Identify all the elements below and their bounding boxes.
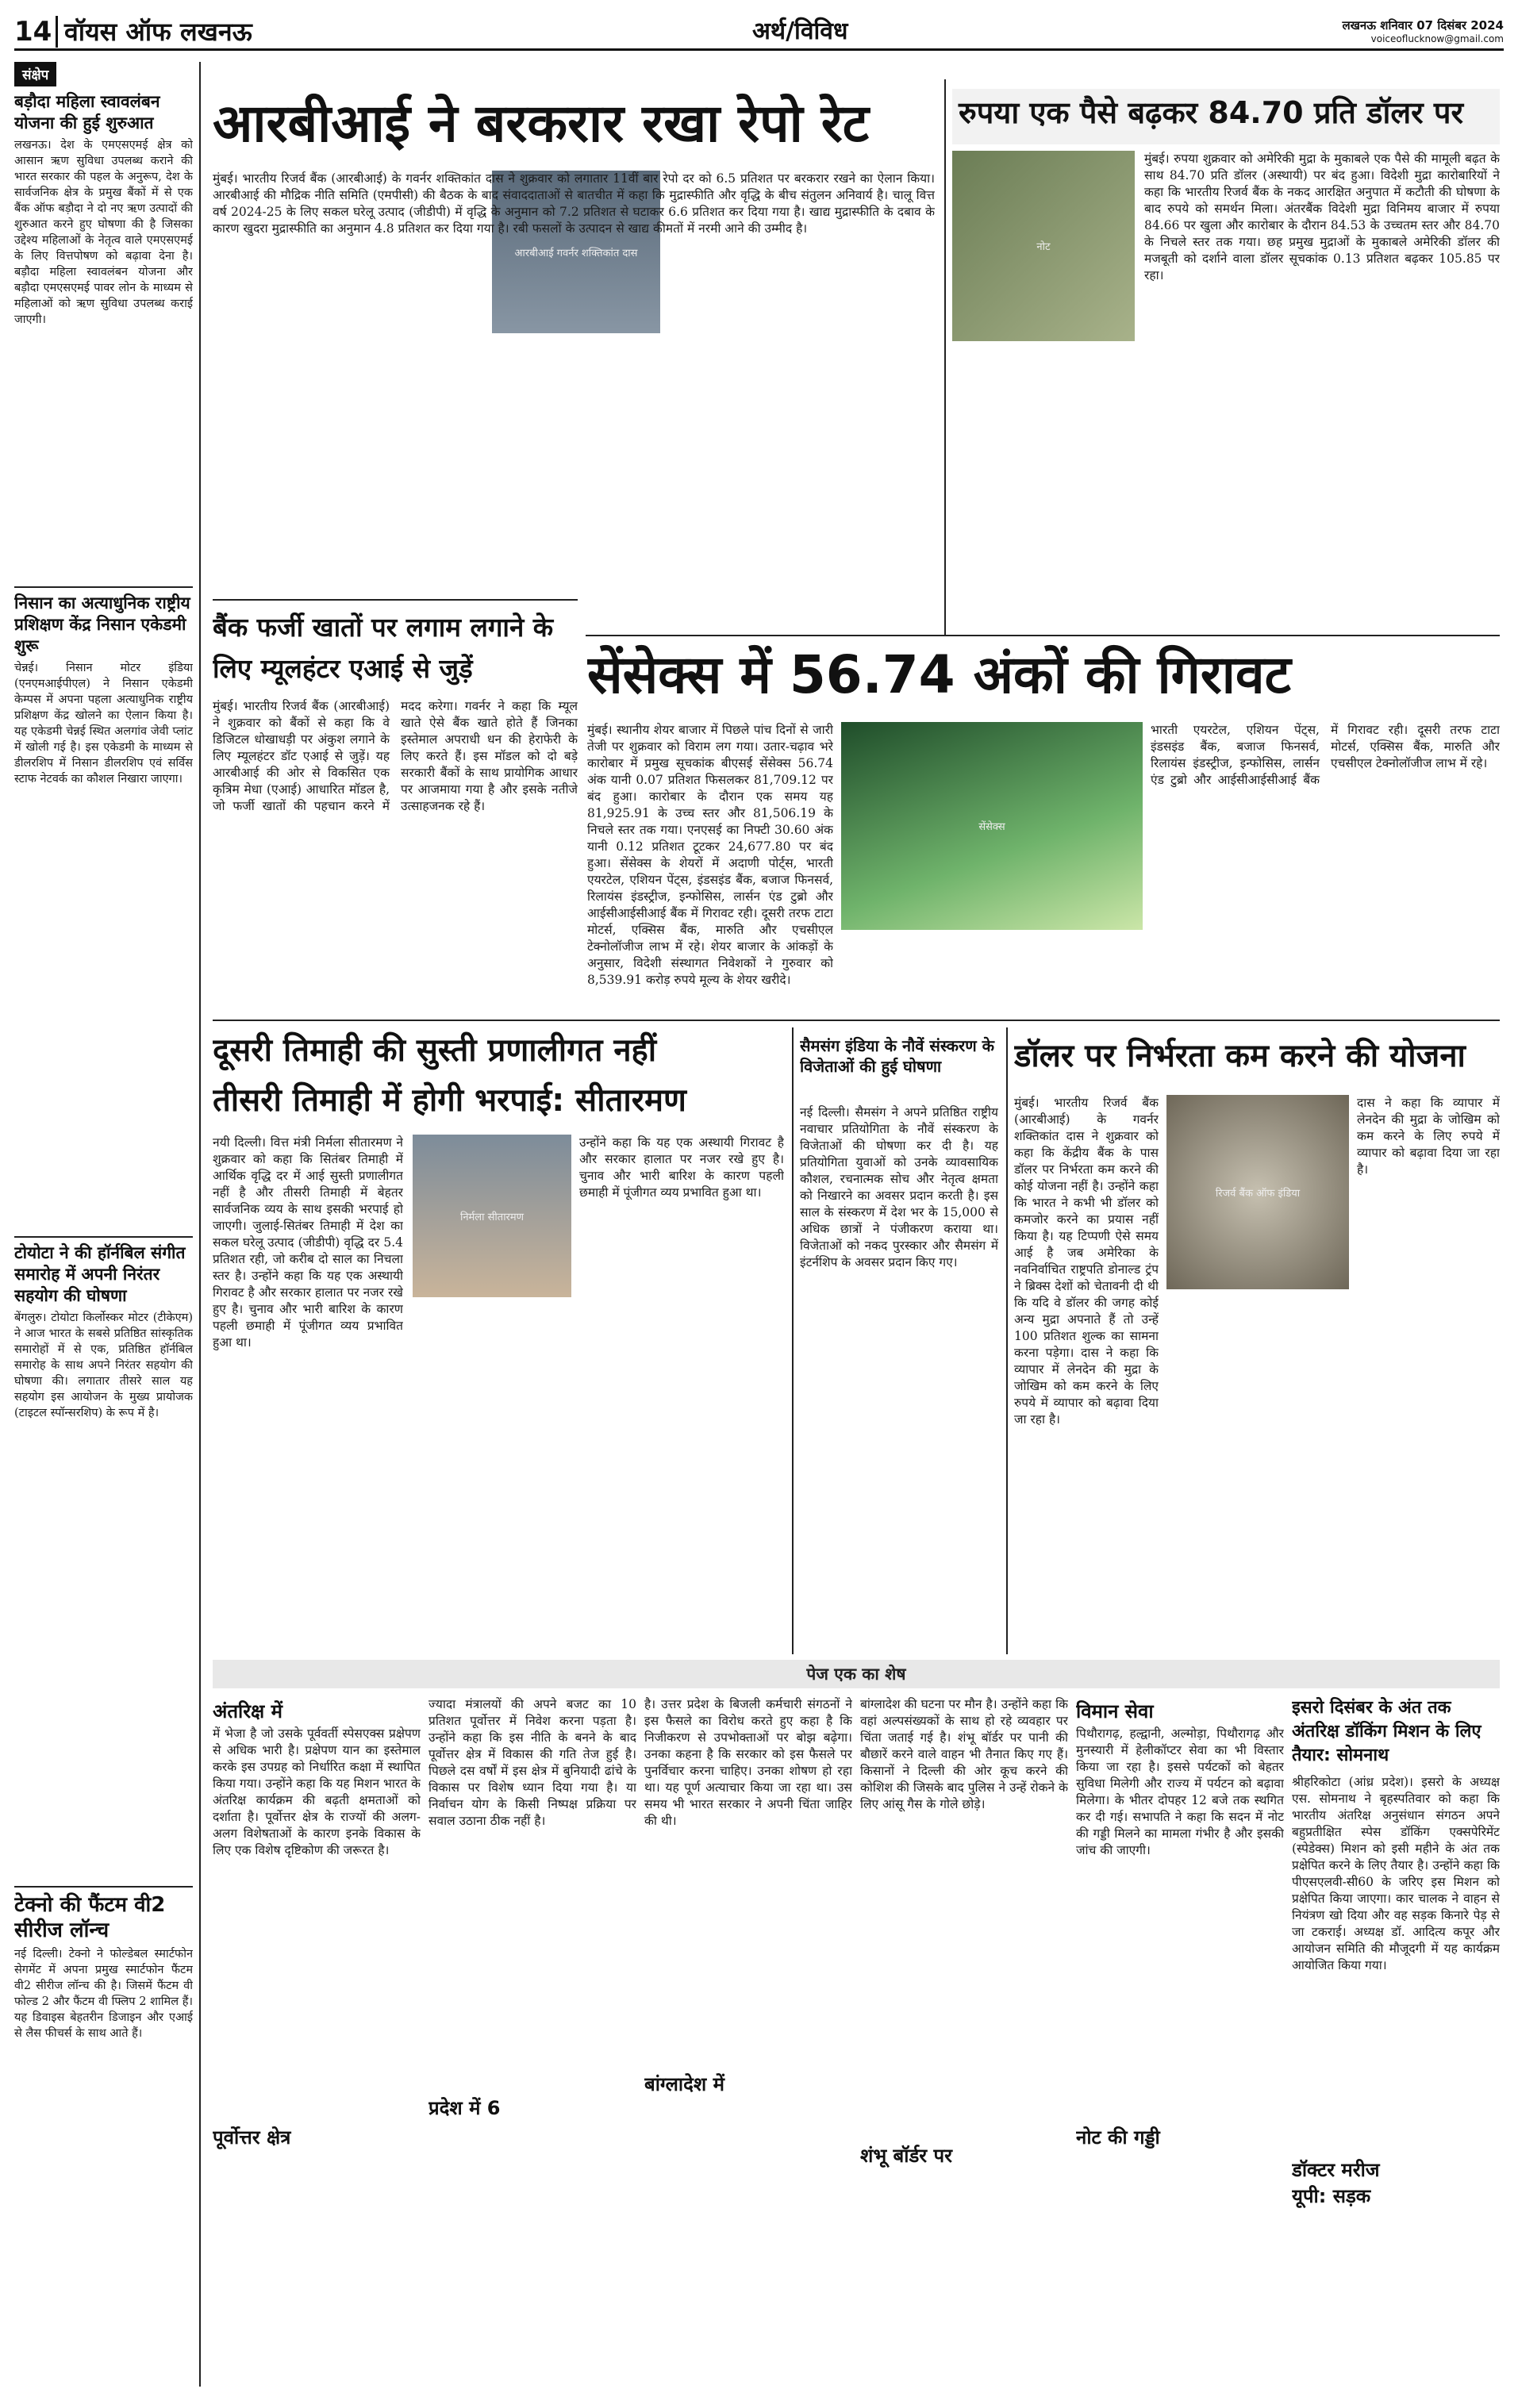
col6-subhead-2: यूपी: सड़क — [1292, 2185, 1371, 2207]
col4-body: बांग्लादेश की घटना पर मौन है। उन्होंने कहा कि वहां अल्पसंख्यकों के साथ हो रहे व्यवहार पर चिंता जताई गई है। शंभू बॉर्डर पर पानी की बौछारें करने वाले वाहन भी तैनात किए गए हैं। किसानों ने दिल्ली की ओर कूच करने की कोशिश की जिसके बाद पुलिस ने उन्हें रोकने के लिए आंसू गैस के गोले छोड़े। — [860, 1697, 1068, 1811]
bottom-col-2 — [428, 1696, 636, 2387]
dollar-photo — [1166, 1095, 1349, 1289]
sidebar-body: चेन्नई। निसान मोटर इंडिया (एनएमआईपीएल) ने निसान एकेडमी केम्पस में अपना पहला अत्याधुनिक राष्ट्रीय प्रशिक्षण केंद्र खोलने का ऐलान किया है। यह एकेडमी चेन्नई स्थित अलगांव जेवी प्लांट में खोली गई है। इस एकेडमी के माध्यम से डीलरशिप में निसान डीलरशिप एवं सर्विस स्टाफ नेटवर्क का कौशल निखारा जाएगा। — [14, 662, 193, 785]
sensex-headline: सेंसेक्स में 56.74 अंकों की गिरावट — [587, 644, 1291, 705]
fraud-body: मुंबई। भारतीय रिजर्व बैंक (आरबीआई) ने शुक्रवार को बैंकों से कहा कि वे डिजिटल धोखाधड़ी पर अंकुश लगाने के लिए म्यूलहंटर डॉट एआई से जुड़ें। यह आरबीआई की ओर से विकसित एक कृत्रिम मेधा (एआई) आधारित मॉडल है, जो फर्जी खातों की पहचान करने में मदद करेगा। गवर्नर ने कहा कि म्यूल खाते ऐसे बैंक खाते होते हैं जिनका इस्तेमाल अपराधी धन की हेराफेरी के लिए करते हैं। इस मॉडल को दो बड़े सरकारी बैंकों के साथ प्रायोगिक आधार पर आजमाया गया है और इसके नतीजे उत्साहजनक रहे हैं। — [213, 699, 578, 813]
col6-subhead-1: डॉक्टर मरीज — [1292, 2159, 1380, 2181]
rbi-headline: आरबीआई ने बरकरार रखा रेपो रेट — [213, 93, 869, 154]
dollar-body: मुंबई। भारतीय रिजर्व बैंक (आरबीआई) के गवर्नर शक्तिकांत दास ने शुक्रवार को कहा कि केंद्रीय बैंक के पास डॉलर पर निर्भरता कम करने की कोई योजना नहीं है। उन्होंने कहा कि भारत ने कभी भी डॉलर को कमजोर करने का प्रयास नहीं किया है। यह टिप्पणी ऐसे समय आई है जब अमेरिका के नवनिर्वाचित राष्ट्रपति डोनाल्ड ट्रंप ने ब्रिक्स देशों को चेतावनी दी थी कि यदि वे डॉलर की जगह कोई अन्य मुद्रा अपनाते हैं तो उन्हें 100 प्रतिशत शुल्क का सामना करना पड़ेगा। दास ने कहा कि व्यापार में लेनदेन की मुद्रा के जोखिम को कम करने के लिए रुपये में व्यापार को बढ़ावा दिया जा रहा है। — [1014, 1096, 1159, 1427]
sitharaman-headline-1: दूसरी तिमाही की सुस्ती प्रणालीगत नहीं — [213, 1032, 657, 1069]
sidebar-body: लखनऊ। देश के एमएसएमई क्षेत्र को आसान ऋण सुविधा उपलब्ध कराने की भारत सरकार की पहल के अनुरूप, देश के सार्वजनिक क्षेत्र के प्रमुख बैंकों में से एक बैंक ऑफ बड़ौदा ने दो नए ऋण उत्पादों की शुरुआत करने हुए घोषणा की है जिसका उद्देश्य महिलाओं के नेतृत्व वाले एमएसएमई के लिए वित्तपोषण को बढ़ावा देना है। बड़ौदा महिला स्वावलंबन योजना और बड़ौदा एमएसएमई पावर लोन के माध्यम से महिलाओं को ऋण सुविधा उपलब्ध कराई जाएगी। — [14, 139, 193, 326]
dollar-body-right: दास ने कहा कि व्यापार में लेनदेन की मुद्रा के जोखिम को कम करने के लिए रुपये में व्यापार को बढ़ावा दिया जा रहा है। — [1357, 1096, 1500, 1177]
col3-subhead: बांग्लादेश में — [644, 2073, 724, 2095]
rupee-photo — [952, 151, 1135, 341]
sidebar-item — [14, 1242, 193, 1881]
bottom-col-5 — [1076, 1696, 1284, 2387]
bottom-col-3 — [644, 1696, 852, 2387]
page-number: 14 — [14, 16, 52, 48]
col1-headline: अंतरिक्ष में — [213, 1700, 282, 1722]
sensex-photo — [841, 722, 1143, 930]
col2-body: ज्यादा मंत्रालयों की अपने बजट का 10 प्रतिशत पूर्वोत्तर में निवेश करना पड़ता है। उन्होंने कहा कि इस नीति के बनने के बाद पूर्वोत्तर क्षेत्र में विकास की गति तेज हुई है। पिछले दस वर्षों में इस क्षेत्र में बुनियादी ढांचे के विकास पर विशेष ध्यान दिया गया है। या निर्वाचन योग के किसी निष्पक्ष प्रक्रिया पर सवाल उठाना ठीक नहीं है। — [428, 1697, 636, 1828]
sitharaman-body-right: उन्होंने कहा कि यह एक अस्थायी गिरावट है और सरकार हालात पर नजर रखे हुए है। चुनाव और भारी बारिश के कारण पहली छमाही में पूंजीगत व्यय प्रभावित हुआ था। — [579, 1135, 784, 1200]
sitharaman-body: नयी दिल्ली। वित्त मंत्री निर्मला सीतारमण ने शुक्रवार को कहा कि सितंबर तिमाही में आर्थिक वृद्धि दर में आई सुस्ती प्रणालीगत नहीं है और तीसरी तिमाही में बेहतर सार्वजनिक व्यय के साथ इसकी भरपाई हो जाएगी। जुलाई-सितंबर तिमाही में देश का सकल घरेलू उत्पाद (जीडीपी) वृद्धि दर 5.4 प्रतिशत रही, जो करीब दो साल का निचला स्तर है। उन्होंने कहा कि यह एक अस्थायी गिरावट है और सरकार हालात पर नजर रखे हुए है। चुनाव और भारी बारिश के कारण पहली छमाही में पूंजीगत व्यय प्रभावित हुआ था। — [213, 1135, 403, 1350]
rupee-headline: रुपया एक पैसे बढ़कर 84.70 प्रति डॉलर पर — [952, 89, 1500, 144]
sidebar-item — [14, 91, 193, 582]
sidebar-body: बेंगलुरु। टोयोटा किर्लोस्कर मोटर (टीकेएम) ने आज भारत के सबसे प्रतिष्ठित सांस्कृतिक समारोहों में से एक, प्रतिष्ठित हॉर्नबिल समारोह के साथ अपने निरंतर सहयोग की घोषणा की। लगातार तीसरे साल यह सहयोग इस आयोजन के मुख्य प्रायोजक (टाइटल स्पॉन्सरशिप) के रूप में है। — [14, 1312, 193, 1419]
sidebar-item — [14, 1892, 193, 2387]
bottom-col-1 — [213, 1696, 421, 2387]
dateline: लखनऊ शनिवार 07 दिसंबर 2024 — [1342, 18, 1504, 33]
sidebar-label: संक्षेप — [14, 62, 56, 86]
sidebar-headline: बड़ौदा महिला स्वावलंबन योजना की हुई शुरुआत — [14, 92, 160, 132]
sitharaman-photo-caption: निर्मला सीतारमण — [459, 1211, 525, 1223]
sidebar-item — [14, 593, 193, 1231]
sidebar-headline: टोयोटा ने की हॉर्नबिल संगीत समारोह में अपनी निरंतर सहयोग की घोषणा — [14, 1243, 186, 1305]
col5-subhead: नोट की गड्डी — [1076, 2126, 1160, 2149]
col6-headline: इसरो दिसंबर के अंत तक अंतरिक्ष डॉकिंग मिशन के लिए तैयार: सोमनाथ — [1292, 1698, 1481, 1765]
sidebar — [14, 62, 201, 2387]
dollar-photo-caption: रिजर्व बैंक ऑफ इंडिया — [1215, 1187, 1301, 1200]
paper-name: वॉयस ऑफ लखनऊ — [56, 16, 252, 48]
col5-body: पिथौरागढ़, हल्द्वानी, अल्मोड़ा, पिथौरागढ़ और मुनस्यारी में हेलीकॉप्टर सेवा का भी विस्तार किया जा रहा है। इससे पर्यटकों को बेहतर सुविधा मिलेगी और राज्य में पर्यटन को बढ़ावा मिलेगा। के भीतर दोपहर 12 बजे तक स्थगित कर दी गई। सभापति ने कहा कि सदन में नोट की गड्डी मिलने का मामला गंभीर है और इसकी जांच की जाएगी। — [1076, 1726, 1284, 1857]
masthead — [14, 16, 1504, 51]
sidebar-headline: टेक्नो की फैंटम वी2 सीरीज लॉन्च — [14, 1893, 166, 1942]
section-title: अर्थ/विविध — [752, 17, 848, 45]
sidebar-body: नई दिल्ली। टेक्नो ने फोल्डेबल स्मार्टफोन सेगमेंट में अपना प्रमुख स्मार्टफोन फैंटम वी2 सीरीज लॉन्च की है। जिसमें फैंटम वी फोल्ड 2 और फैंटम वी फ्लिप 2 शामिल हैं। यह डिवाइस बेहतरीन डिजाइन और एआई से लैस फीचर्स के साथ आते हैं। — [14, 1948, 193, 2040]
fraud-headline: बैंक फर्जी खातों पर लगाम लगाने के लिए म्यूलहंटर एआई से जुड़ें — [213, 612, 554, 684]
bottom-col-6 — [1292, 1696, 1500, 2387]
summit-headline: सैमसंग इंडिया के नौवें संस्करण के विजेताओं की हुई घोषणा — [800, 1036, 994, 1076]
col1-body: में भेजा है जो उसके पूर्ववर्ती स्पेसएक्स प्रक्षेपण से अधिक भारी है। प्रक्षेपण यान का इस्तेमाल करके इस उपग्रह को निर्धारित कक्षा में स्थापित किया गया। उन्होंने कहा कि यह मिशन भारत के अंतरिक्ष कार्यक्रम की बढ़ती क्षमताओं को दर्शाता है। पूर्वोत्तर क्षेत्र के राज्यों की अलग-अलग विशेषताओं के कारण इनके विकास के लिए एक विशेष दृष्टिकोण की जरूरत है। — [213, 1726, 421, 1857]
sitharaman-headline-2: तीसरी तिमाही में होगी भरपाई: सीतारमण — [213, 1082, 686, 1119]
col6-body: श्रीहरिकोटा (आंध्र प्रदेश)। इसरो के अध्यक्ष एस. सोमनाथ ने बृहस्पतिवार को कहा कि भारतीय अंतरिक्ष अनुसंधान संगठन अपने बहुप्रतीक्षित स्पेस डॉकिंग एक्सपेरिमेंट (स्पेडेक्स) मिशन को इसी महीने के अंत तक प्रक्षेपित करने के लिए तैयार है। उन्होंने कहा कि पीएसएलवी-सी60 के जरिए इस मिशन को प्रक्षेपित किया जाएगा। कार चालक ने वाहन से नियंत्रण खो दिया और वह सड़क किनारे पेड़ से जा टकराई। अध्यक्ष डॉ. आदित्य कपूर और आयोजन समिति की मौजूदगी में यह कार्यक्रम आयोजित किया गया। — [1292, 1775, 1500, 1972]
col4-subhead: शंभू बॉर्डर पर — [860, 2145, 952, 2167]
rbi-photo-caption: आरबीआई गवर्नर शक्तिकांत दास — [514, 247, 638, 259]
summit-body: नई दिल्ली। सैमसंग ने अपने प्रतिष्ठित राष्ट्रीय नवाचार प्रतियोगिता के नौवें संस्करण के विजेताओं की घोषणा कर दी है। यह प्रतियोगिता युवाओं को उनके व्यावसायिक कौशल, रचनात्मक सोच और नेतृत्व क्षमता को निखारने का अवसर प्रदान करती है। इस साल के संस्करण में देश भर के 15,000 से अधिक छात्रों ने पंजीकरण कराया था। विजेताओं को नकद पुरस्कार और सैमसंग में इंटर्नशिप के अवसर प्रदान किए गए। — [800, 1105, 998, 1269]
col2-subhead: प्रदेश में 6 — [428, 2097, 501, 2119]
dollar-headline: डॉलर पर निर्भरता कम करने की योजना — [1014, 1038, 1466, 1074]
sidebar-headline: निसान का अत्याधुनिक राष्ट्रीय प्रशिक्षण केंद्र निसान एकेडमी शुरू — [14, 593, 190, 655]
sensex-body: मुंबई। स्थानीय शेयर बाजार में पिछले पांच दिनों से जारी तेजी पर शुक्रवार को विराम लग गया। उतार-चढ़ाव भरे कारोबार में प्रमुख सूचकांक बीएसई सेंसेक्स 56.74 अंक यानी 0.07 प्रतिशत फिसलकर 81,709.12 पर बंद हुआ। कारोबार के दौरान एक समय यह 81,925.91 के उच्च स्तर और 81,506.19 के निचले स्तर तक गया। एनएसई का निफ्टी 30.60 अंक यानी 0.12 प्रतिशत टूटकर 24,677.80 पर बंद हुआ। सेंसेक्स के शेयरों में अदाणी पोर्ट्स, भारती एयरटेल, एशियन पेंट्स, इंडसइंड बैंक, बजाज फिनसर्व, रिलायंस इंडस्ट्रीज, इन्फोसिस, लार्सन एंड टुब्रो और आईसीआईसीआई बैंक में गिरावट रही। दूसरी तरफ टाटा मोटर्स, एक्सिस बैंक, मारुति और एचसीएल टेक्नोलॉजीज लाभ में रहे। शेयर बाजार के आंकड़ों के अनुसार, विदेशी संस्थागत निवेशकों ने गुरुवार को 8,539.91 करोड़ रुपये मूल्य के शेयर खरीदे। — [587, 723, 833, 987]
rupee-photo-caption: नोट — [1036, 241, 1051, 253]
continued-bar: पेज एक का शेष — [213, 1660, 1500, 1688]
bottom-col-4 — [860, 1696, 1068, 2387]
col3-body: है। उत्तर प्रदेश के बिजली कर्मचारी संगठनों ने इस फैसले का विरोध करते हुए कहा है कि निजीकरण से उपभोक्ताओं पर बोझ बढ़ेगा। उनका कहना है कि सरकार को इस फैसले पर पुनर्विचार करना चाहिए। उनका शोषण हो रहा था। यह पूर्ण अत्याचार किया जा रहा था। उस समय भी भारत सरकार ने अपनी चिंता जाहिर की थी। — [644, 1697, 852, 1828]
sitharaman-photo — [413, 1135, 571, 1297]
email: voiceoflucknow@gmail.com — [1370, 33, 1504, 44]
col5-headline: विमान सेवा — [1076, 1700, 1154, 1722]
sensex-photo-caption: सेंसेक्स — [978, 821, 1005, 833]
sensex-body-right: भारती एयरटेल, एशियन पेंट्स, इंडसइंड बैंक, बजाज फिनसर्व, रिलायंस इंडस्ट्रीज, इन्फोसिस, लार्सन एंड टुब्रो और आईसीआईसीआई बैंक में गिरावट रही। दूसरी तरफ टाटा मोटर्स, एक्सिस बैंक, मारुति और एचसीएल टेक्नोलॉजीज लाभ में रहे। — [1151, 723, 1500, 787]
col1-subhead: पूर्वोत्तर क्षेत्र — [213, 2126, 291, 2149]
rbi-body: मुंबई। भारतीय रिजर्व बैंक (आरबीआई) के गवर्नर शक्तिकांत दास ने शुक्रवार को लगातार 11वीं बार रेपो दर को 6.5 प्रतिशत पर बरकरार रखने का ऐलान किया। आरबीआई की मौद्रिक नीति समिति (एमपीसी) की बैठक के बाद संवाददाताओं से बातचीत में कहा कि मुद्रास्फीति और वृद्धि के बीच संतुलन अनिवार्य है। चालू वित्त वर्ष 2024-25 के लिए सकल घरेलू उत्पाद (जीडीपी) में वृद्धि के अनुमान को 7.2 प्रतिशत से घटाकर 6.6 प्रतिशत कर दिया गया है। खाद्य मुद्रास्फीति के दबाव के कारण खुदरा मुद्रास्फीति का अनुमान 4.8 प्रतिशत कर दिया गया है। रबी फसलों के उत्पादन से खाद्य कीमतों में नरमी आने की उम्मीद है। — [213, 171, 935, 236]
rupee-body: मुंबई। रुपया शुक्रवार को अमेरिकी मुद्रा के मुकाबले एक पैसे की मामूली बढ़त के साथ 84.70 प्रति डॉलर (अस्थायी) पर बंद हुआ। विदेशी मुद्रा कारोबारियों ने कहा कि भारतीय रिजर्व बैंक के नकद आरक्षित अनुपात में कटौती की घोषणा के बाद रुपये को समर्थन मिला। अंतरबैंक विदेशी मुद्रा विनिमय बाजार में रुपया 84.66 पर खुला और कारोबार के दौरान 84.53 के उच्चतम स्तर और 84.70 के निचले स्तर तक गया। छह प्रमुख मुद्राओं के मुकाबले अमेरिकी डॉलर की मजबूती को दर्शाने वाला डॉलर सूचकांक 0.13 प्रतिशत बढ़कर 105.85 पर रहा। — [1144, 152, 1500, 282]
